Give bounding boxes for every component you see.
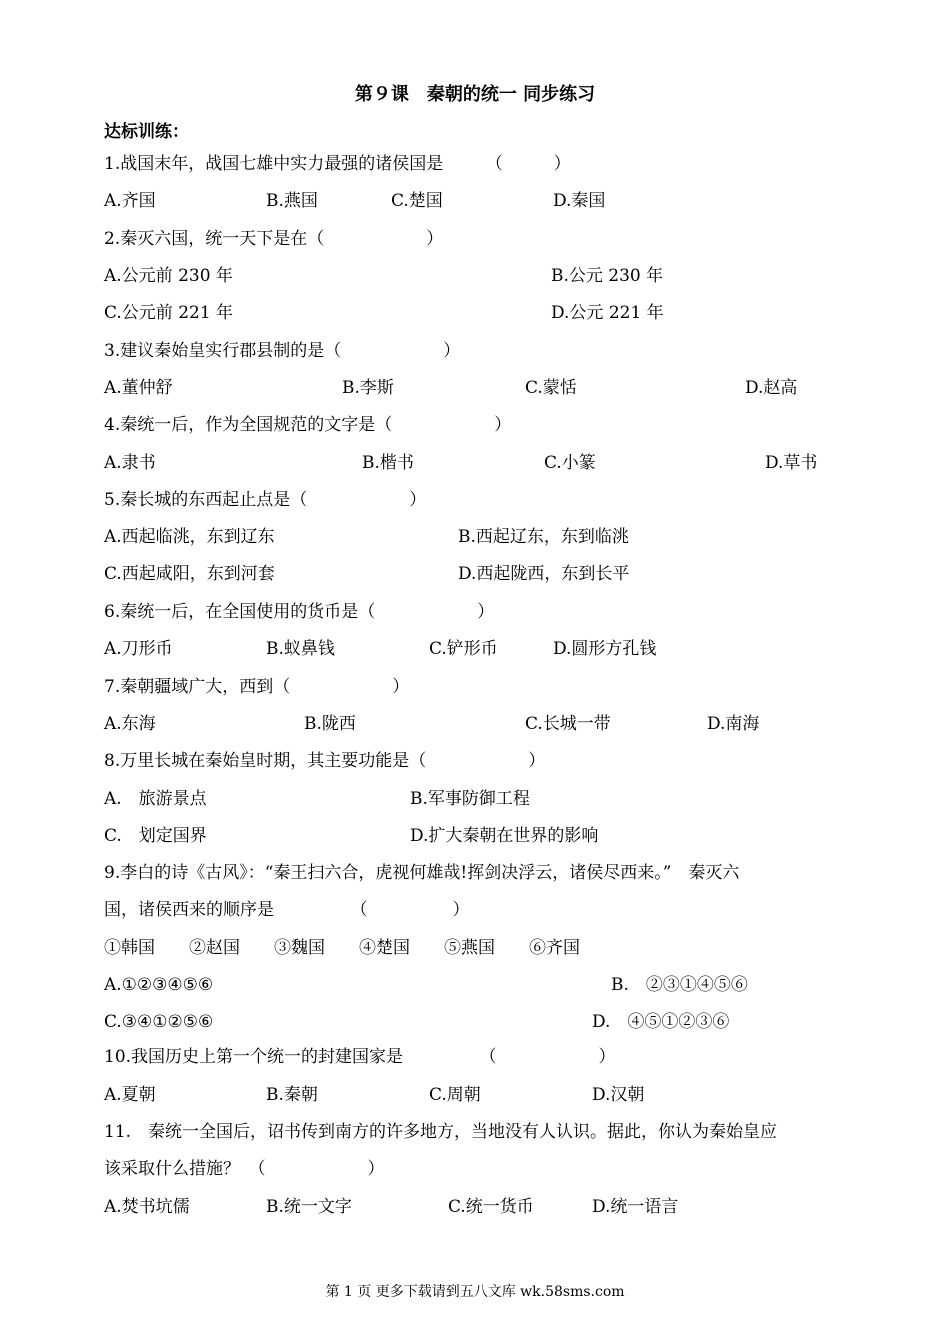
option: D.秦国 xyxy=(553,191,606,211)
option: C.铲形币 xyxy=(429,639,498,659)
section-heading: 达标训练： xyxy=(104,122,189,142)
option: B.西起辽东，东到临洮 xyxy=(458,527,629,547)
page-title: 第９课 秦朝的统一 同步练习 xyxy=(354,84,596,105)
option: A.公元前 230 年 xyxy=(104,266,233,286)
question-stem-continued: 该采取什么措施？ （ ） xyxy=(104,1159,385,1179)
option: B.李斯 xyxy=(342,378,394,398)
question-stem: 1.战国末年，战国七雄中实力最强的诸侯国是 （ ） xyxy=(104,154,571,174)
question-stem: 9.李白的诗《古风》：“秦王扫六合，虎视何雄哉!挥剑决浮云，诸侯尽西来。” 秦灭六 xyxy=(104,863,740,883)
option: C.长城一带 xyxy=(525,714,611,734)
question-stem: 10.我国历史上第一个统一的封建国家是 （ ） xyxy=(104,1047,616,1067)
option: C.③④①②⑤⑥ xyxy=(104,1012,214,1032)
question-stem: 5.秦长城的东西起止点是（ ） xyxy=(104,490,427,510)
option: A. 旅游景点 xyxy=(104,789,207,809)
option: C.蒙恬 xyxy=(525,378,577,398)
option: A.齐国 xyxy=(104,191,156,211)
item-list: ①韩国 ②赵国 ③魏国 ④楚国 ⑤燕国 ⑥齐国 xyxy=(104,938,580,958)
question-stem: 3.建议秦始皇实行郡县制的是（ ） xyxy=(104,341,461,361)
question-stem: 11. 秦统一全国后，诏书传到南方的许多地方，当地没有人认识。据此，你认为秦始皇应 xyxy=(104,1122,778,1142)
option: B.统一文字 xyxy=(266,1197,352,1217)
option: A.刀形币 xyxy=(104,639,173,659)
question-stem: 4.秦统一后，作为全国规范的文字是（ ） xyxy=(104,415,512,435)
option: B. ②③①④⑤⑥ xyxy=(611,975,748,995)
option: D.草书 xyxy=(765,453,818,473)
option: A.董仲舒 xyxy=(104,378,173,398)
option: D.西起陇西，东到长平 xyxy=(458,564,630,584)
option: A.夏朝 xyxy=(104,1085,156,1105)
option: D.赵高 xyxy=(745,378,798,398)
question-stem: 7.秦朝疆域广大，西到（ ） xyxy=(104,677,410,697)
page-footer: 第 1 页 更多下载请到五八文库 wk.58sms.com xyxy=(325,1284,625,1300)
option: C.统一货币 xyxy=(448,1197,534,1217)
option: B.燕国 xyxy=(266,191,318,211)
option: C.西起咸阳，东到河套 xyxy=(104,564,275,584)
option: C. 划定国界 xyxy=(104,826,207,846)
option: D. ④⑤①②③⑥ xyxy=(592,1012,730,1032)
option: A.隶书 xyxy=(104,453,156,473)
question-stem: 8.万里长城在秦始皇时期，其主要功能是（ ） xyxy=(104,751,546,771)
option: B.秦朝 xyxy=(266,1085,318,1105)
option: D.圆形方孔钱 xyxy=(553,639,657,659)
question-stem: 2.秦灭六国，统一天下是在（ ） xyxy=(104,229,444,249)
option: A.东海 xyxy=(104,714,156,734)
option: C.周朝 xyxy=(429,1085,481,1105)
option: D.南海 xyxy=(707,714,760,734)
option: C.公元前 221 年 xyxy=(104,303,234,323)
option: D.公元 221 年 xyxy=(551,303,664,323)
option: D.扩大秦朝在世界的影响 xyxy=(410,826,599,846)
option: D.汉朝 xyxy=(592,1085,645,1105)
option: C.楚国 xyxy=(391,191,443,211)
option: A.焚书坑儒 xyxy=(104,1197,190,1217)
option: B.蚁鼻钱 xyxy=(266,639,335,659)
option: B.公元 230 年 xyxy=(551,266,664,286)
option: B.楷书 xyxy=(362,453,414,473)
question-stem-continued: 国，诸侯西来的顺序是 （ ） xyxy=(104,900,470,920)
option: B.陇西 xyxy=(304,714,356,734)
option: C.小篆 xyxy=(544,453,596,473)
option: D.统一语言 xyxy=(592,1197,679,1217)
question-stem: 6.秦统一后，在全国使用的货币是（ ） xyxy=(104,602,495,622)
option: B.军事防御工程 xyxy=(410,789,530,809)
option: A.①②③④⑤⑥ xyxy=(104,975,214,995)
option: A.西起临洮，东到辽东 xyxy=(104,527,275,547)
